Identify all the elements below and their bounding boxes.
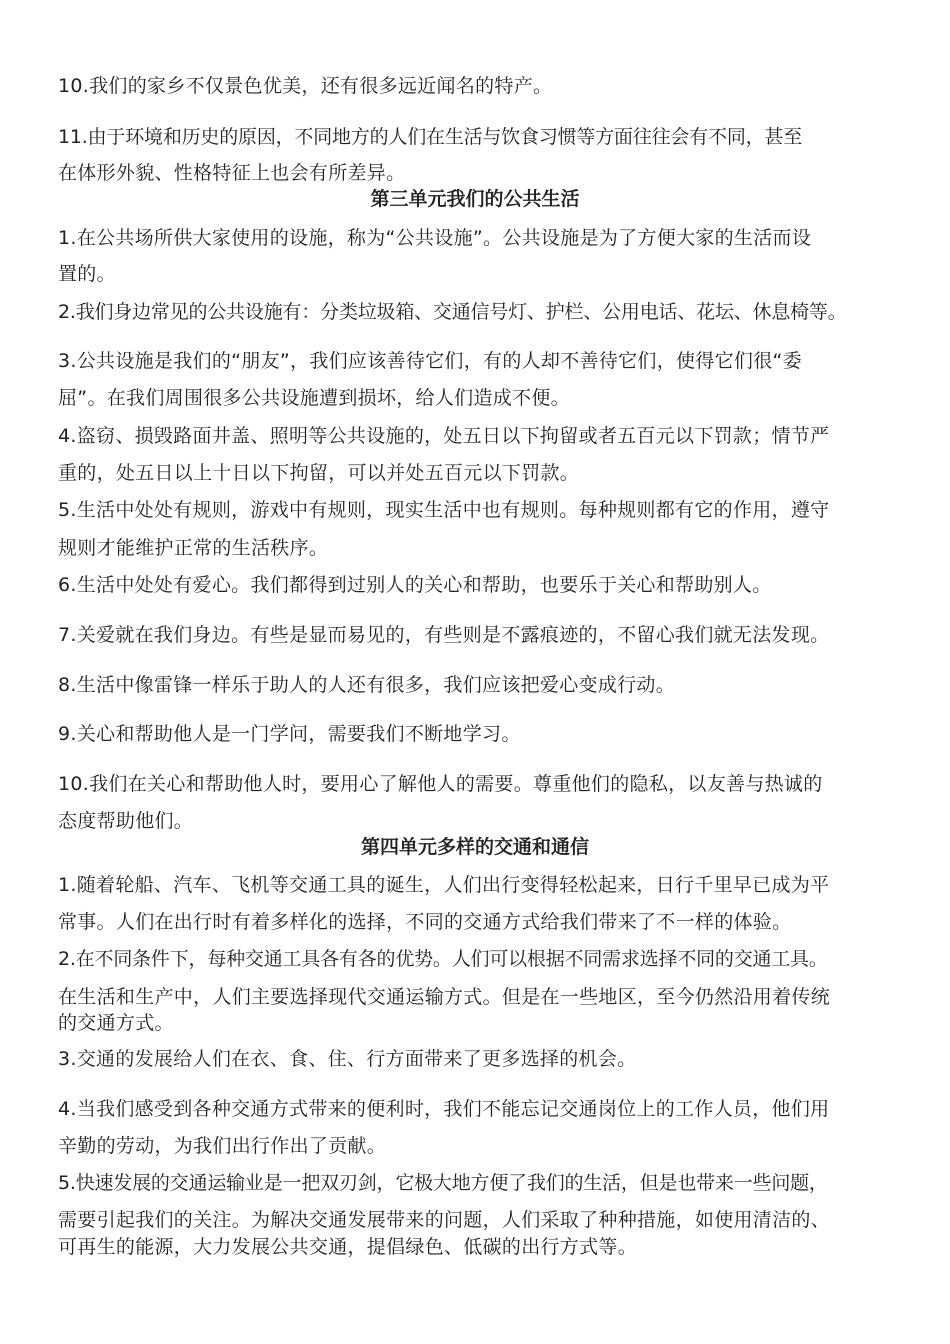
text-line: 5.快速发展的交通运输业是一把双刃剑，它极大地方便了我们的生活，但是也带来一些问题， [58, 1172, 828, 1194]
text-line: 9.关心和帮助他人是一门学问，需要我们不断地学习。 [58, 723, 521, 745]
text-line: 10.我们在关心和帮助他人时，要用心了解他人的需要。尊重他们的隐私，以友善与热诚的 [58, 773, 823, 795]
text-line: 6.生活中处处有爱心。我们都得到过别人的关心和帮助，也要乐于关心和帮助别人。 [58, 574, 772, 596]
text-line: 11.由于环境和历史的原因，不同地方的人们在生活与饮食习惯等方面往往会有不同，甚至 [58, 126, 803, 148]
text-line: 规则才能维护正常的生活秩序。 [58, 537, 329, 559]
text-line: 辛勤的劳动，为我们出行作出了贡献。 [58, 1135, 387, 1157]
text-line: 在生活和生产中，人们主要选择现代交通运输方式。但是在一些地区，至今仍然沿用着传统 [58, 986, 831, 1008]
unit4-heading: 第四单元多样的交通和通信 [360, 836, 589, 858]
text-line: 5.生活中处处有规则，游戏中有规则，现实生活中也有规则。每种规则都有它的作用，遵守 [58, 499, 830, 521]
text-line: 置的。 [58, 263, 116, 285]
text-line: 态度帮助他们。 [58, 810, 194, 832]
text-line: 需要引起我们的关注。为解决交通发展带来的问题，人们采取了种种措施，如使用清洁的、 [58, 1209, 831, 1231]
text-line: 2.在不同条件下，每种交通工具各有各的优势。人们可以根据不同需求选择不同的交通工具。 [58, 948, 828, 970]
text-line: 3.公共设施是我们的“朋友”，我们应该善待它们，有的人却不善待它们，使得它们很“委 [58, 350, 802, 372]
text-line: 1.在公共场所供大家使用的设施，称为“公共设施”。公共设施是为了方便大家的生活而设 [58, 227, 812, 249]
unit3-heading: 第三单元我们的公共生活 [370, 188, 580, 210]
text-line: 常事。人们在出行时有着多样化的选择，不同的交通方式给我们带来了不一样的体验。 [58, 911, 792, 933]
text-line: 可再生的能源，大力发展公共交通，提倡绿色、低碳的出行方式等。 [58, 1236, 638, 1258]
text-line: 4.当我们感受到各种交通方式带来的便利时，我们不能忘记交通岗位上的工作人员，他们用 [58, 1098, 830, 1120]
text-line: 4.盗窃、损毁路面井盖、照明等公共设施的，处五日以下拘留或者五百元以下罚款；情节严 [58, 425, 830, 447]
text-line: 3.交通的发展给人们在衣、食、住、行方面带来了更多选择的机会。 [58, 1048, 637, 1070]
text-line: 重的，处五日以上十日以下拘留，可以并处五百元以下罚款。 [58, 462, 580, 484]
text-line: 2.我们身边常见的公共设施有：分类垃圾箱、交通信号灯、护栏、公用电话、花坛、休息椅等。 [58, 301, 847, 323]
text-line: 7.关爱就在我们身边。有些是显而易见的，有些则是不露痕迹的，不留心我们就无法发现。 [58, 624, 830, 646]
text-line: 1.随着轮船、汽车、飞机等交通工具的诞生，人们出行变得轻松起来，日行千里早已成为平 [58, 874, 830, 896]
text-line: 10.我们的家乡不仅景色优美，还有很多远近闻名的特产。 [58, 75, 553, 97]
text-line: 在体形外貌、性格特征上也会有所差异。 [58, 162, 406, 184]
text-line: 的交通方式。 [58, 1012, 174, 1034]
text-line: 屈”。在我们周围很多公共设施遭到损坏，给人们造成不便。 [58, 387, 570, 409]
text-line: 8.生活中像雷锋一样乐于助人的人还有很多，我们应该把爱心变成行动。 [58, 674, 676, 696]
